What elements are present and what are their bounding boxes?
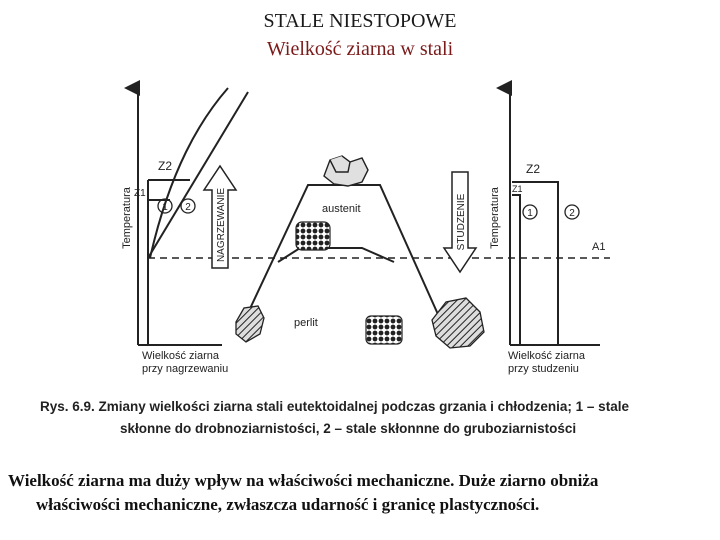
perlite-fine-grains <box>366 316 402 344</box>
z2-right-label: Z2 <box>526 162 541 176</box>
perlite-grains-right <box>432 298 484 348</box>
marker-2-right-label: 2 <box>569 208 575 219</box>
z1-left-label: Z1 <box>134 188 146 199</box>
left-x-label-line1: Wielkość ziarna <box>142 350 220 362</box>
cooling-arrow-label: STUDZENIE <box>456 193 467 251</box>
figure-caption-line1: Rys. 6.9. Zmiany wielkości ziarna stali eutektoidalnej podczas grzania i chłodzenia; 1 – stale <box>40 399 629 414</box>
figure-caption-line2: skłonne do drobnoziarnistości, 2 – stale skłonnne do gruboziarnistości <box>120 421 577 436</box>
heating-arrow <box>204 166 236 268</box>
fine-grain-cluster <box>296 222 330 250</box>
z1-right-label: Z1 <box>512 184 523 194</box>
page-title: STALE NIESTOPOWE <box>263 10 457 32</box>
marker-1-right-label: 1 <box>527 208 533 219</box>
heating-arrow-label: NAGRZEWANIE <box>216 187 227 263</box>
austenite-label: austenit <box>322 203 361 215</box>
right-x-label-line2: przy studzeniu <box>508 363 579 375</box>
austenite-coarse-grains <box>324 156 368 186</box>
cooling-arrow <box>444 172 476 272</box>
perlite-grains-left <box>236 306 264 342</box>
marker-2-left-label: 2 <box>185 202 191 213</box>
left-y-axis-label: Temperatura <box>121 187 133 249</box>
a1-label: A1 <box>592 241 606 253</box>
z2-left-label: Z2 <box>158 159 173 173</box>
right-axes <box>510 88 600 345</box>
left-heating-curves <box>148 88 248 345</box>
left-x-label-line2: przy nagrzewaniu <box>142 363 229 375</box>
right-x-label-line1: Wielkość ziarna <box>508 350 586 362</box>
page-subtitle: Wielkość ziarna w stali <box>266 38 454 60</box>
marker-2-right <box>565 205 579 219</box>
marker-1-left-label: 1 <box>162 202 168 213</box>
marker-1-right <box>523 205 537 219</box>
left-axes <box>138 88 222 345</box>
note-line1: Wielkość ziarna ma duży wpływ na właściwości mechaniczne. Duże ziarno obniża <box>8 471 599 490</box>
marker-2-left <box>181 199 195 213</box>
right-y-axis-label: Temperatura <box>489 187 501 249</box>
note-line2: właściwości mechaniczne, zwłaszcza udarność i granicę plastyczności. <box>36 495 540 514</box>
marker-1-left <box>158 199 172 213</box>
perlite-label: perlit <box>294 317 318 329</box>
